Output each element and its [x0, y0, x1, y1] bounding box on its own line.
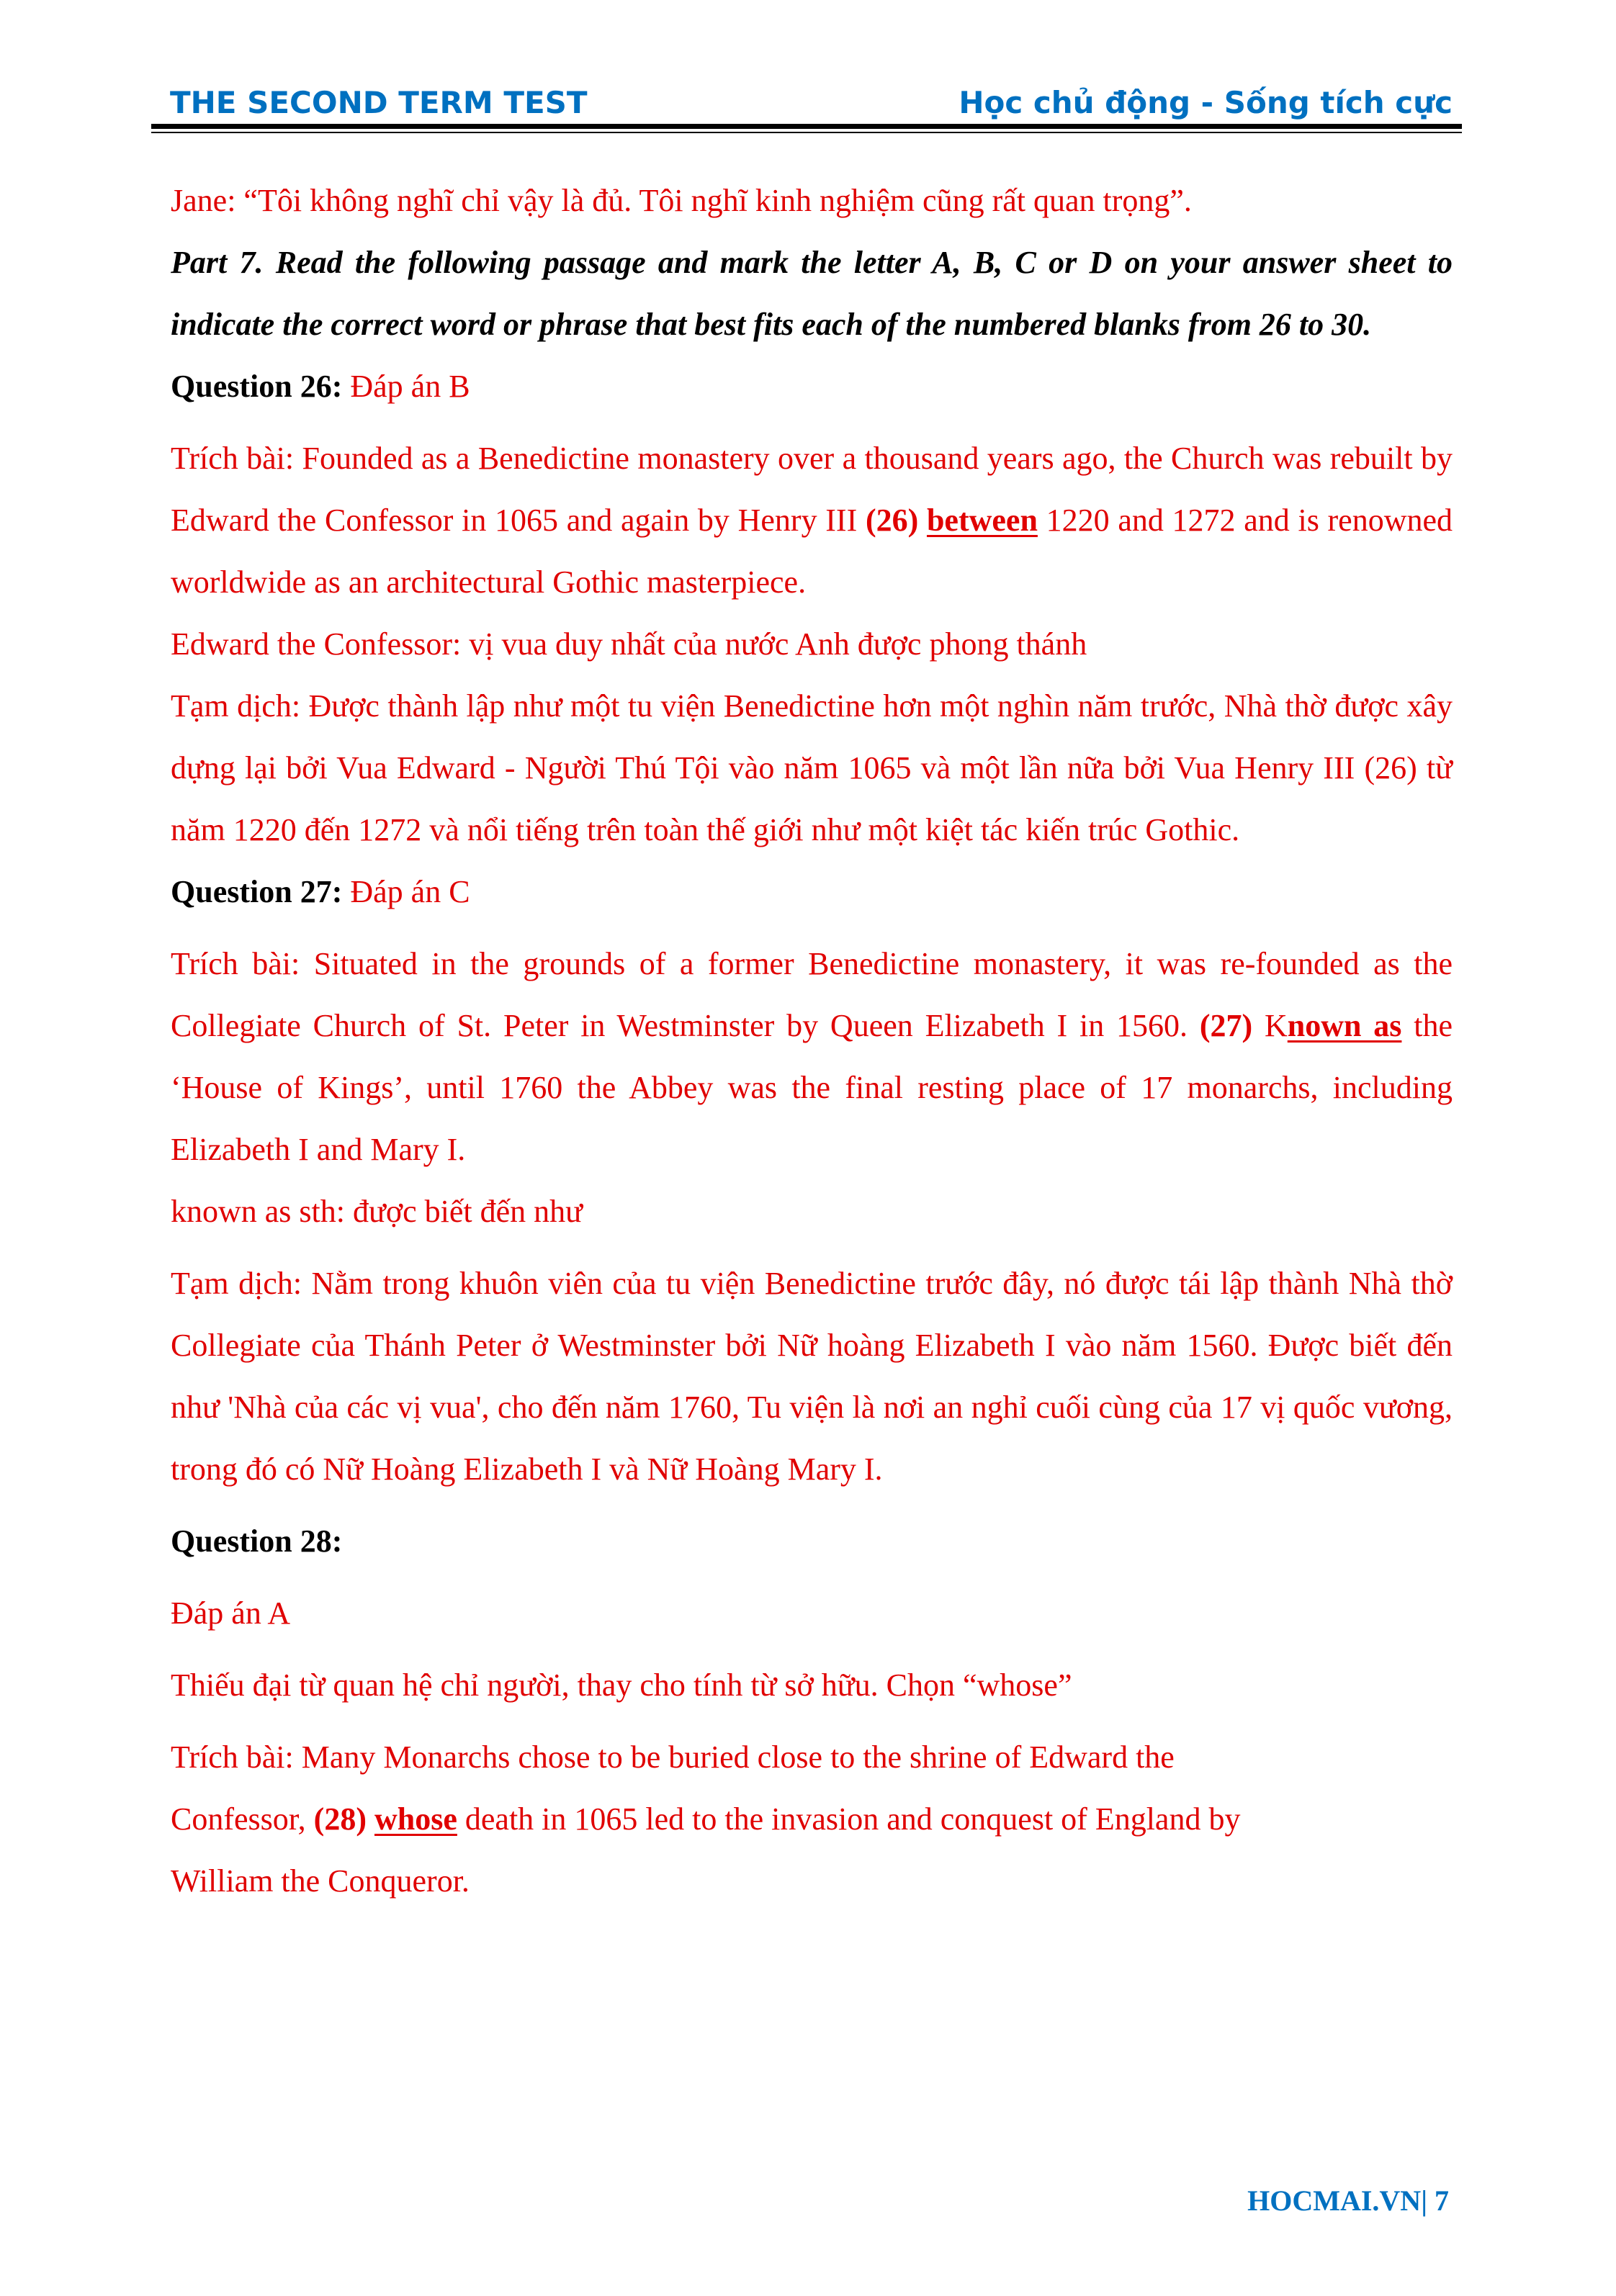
q27-answer: Đáp án C — [342, 874, 470, 909]
q27-key-first-letter: K — [1252, 1008, 1288, 1043]
q28-excerpt-c: William the Conqueror. — [171, 1863, 470, 1899]
q27-excerpt-a: Trích bài: Situated in the grounds of a former Benedictine monastery, it was re-founded as the Collegiate Church of St. Peter in Westminster by Queen Elizabeth I in 1560. — [171, 946, 1453, 1043]
page-header — [167, 81, 1460, 128]
q28-heading — [171, 1511, 1453, 1572]
header-title: THE SECOND TERM TEST — [170, 85, 588, 120]
q27-number: (27) — [1199, 1008, 1253, 1043]
jane-speaker: Jane — [171, 183, 228, 218]
q27-key-word: nown as — [1287, 1008, 1402, 1043]
jane-text: : “Tôi không nghĩ chỉ vậy là đủ. Tôi nghĩ kinh nghiệm cũng rất quan trọng”. — [227, 183, 1192, 218]
q27-excerpt-b: the ‘House of Kings’, until 1760 the Abbey was the final resting place of 17 monarchs, including Elizabeth I and Mary I. — [171, 1008, 1453, 1167]
q28-excerpt-a1: Trích bài: Many Monarchs chose to be buried close to the shrine of Edward the — [171, 1739, 1175, 1775]
footer-site: HOCMAI.VN — [1247, 2184, 1422, 2217]
header-divider-thick — [151, 124, 1462, 129]
part7-instruction: Part 7. Read the following passage and mark the letter A, B, C or D on your answer sheet to indicate the correct word or phrase that best fits each of the numbered blanks from 26 to 30. — [171, 245, 1453, 342]
q28-label: Question 28: — [171, 1523, 343, 1559]
q28-explanation: Thiếu đại từ quan hệ chỉ người, thay cho tính từ sở hữu. Chọn “whose” — [171, 1667, 1072, 1703]
q28-number: (28) — [313, 1801, 367, 1837]
header-slogan: Học chủ động - Sống tích cực — [959, 85, 1453, 120]
q26-excerpt-b: 1220 and 1272 and is renowned worldwide as an architectural Gothic masterpiece. — [171, 503, 1453, 600]
q26-note: Edward the Confessor: vị vua duy nhất của nước Anh được phong thánh — [171, 626, 1087, 662]
page-footer — [1247, 2184, 1449, 2218]
q26-number: (26) — [865, 503, 919, 538]
q28-answer: Đáp án A — [171, 1595, 291, 1631]
page-content — [171, 170, 1453, 1912]
page-number: 7 — [1427, 2184, 1449, 2217]
q28-excerpt — [171, 1726, 1453, 1912]
header-divider-thin — [151, 132, 1462, 133]
q26-label: Question 26: — [171, 369, 343, 404]
q28-key-word: whose — [374, 1801, 457, 1837]
q27-translation: Tạm dịch: Nằm trong khuôn viên của tu viện Benedictine trước đây, nó được tái lập thành Nhà thờ Collegiate của Thánh Peter ở Westminster bởi Nữ hoàng Elizabeth I vào năm 1560. Được biết đến như 'Nhà của các vị vua', cho đến năm 1760, Tu viện là nơi an nghỉ cuối cùng của 17 vị quốc vương, trong đó có Nữ Hoàng Elizabeth I và Nữ Hoàng Mary I. — [171, 1266, 1453, 1487]
q26-translation: Tạm dịch: Được thành lập như một tu viện Benedictine hơn một nghìn năm trước, Nhà thờ được xây dựng lại bởi Vua Edward - Người Thú Tội vào năm 1065 và một lần nữa bởi Vua Henry III (26) từ năm 1220 đến 1272 và nổi tiếng trên toàn thế giới như một kiệt tác kiến trúc Gothic. — [171, 688, 1453, 847]
q28-excerpt-b: death in 1065 led to the invasion and conquest of England by — [457, 1801, 1241, 1837]
q26-heading — [171, 356, 1453, 418]
q27-note: known as sth: được biết đến như — [171, 1194, 583, 1229]
q27-heading — [171, 861, 1453, 923]
footer-separator: | — [1421, 2184, 1427, 2217]
q28-excerpt-a2: Confessor, — [171, 1801, 314, 1837]
q26-excerpt-a: Trích bài: Founded as a Benedictine monastery over a thousand years ago, the Church was rebuilt by Edward the Confessor in 1065 and again by Henry III — [171, 441, 1453, 538]
q26-key-word: between — [926, 503, 1038, 538]
jane-line — [171, 170, 1453, 232]
q27-excerpt — [171, 933, 1453, 1181]
q26-answer: Đáp án B — [342, 369, 470, 404]
q27-label: Question 27: — [171, 874, 343, 909]
q26-excerpt — [171, 428, 1453, 613]
